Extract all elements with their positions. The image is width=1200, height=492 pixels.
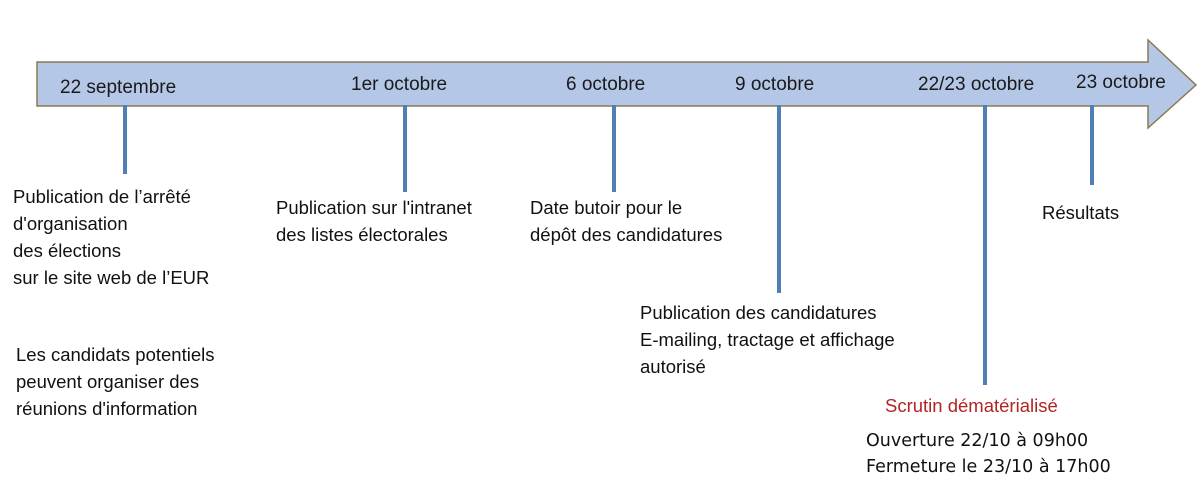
tick-22-septembre [123,105,127,174]
event-line: des listes électorales [276,224,448,245]
tick-6-octobre [612,105,616,192]
event-6-octobre [530,194,722,248]
event-line: sur le site web de l’EUR [13,267,210,288]
event-line: dépôt des candidatures [530,224,723,245]
date-1er-octobre: 1er octobre [351,74,448,95]
event-line: Date butoir pour le [530,197,683,218]
event-line: Fermeture le 23/10 à 17h00 [866,457,1111,477]
event-line: Publication de l’arrêté [13,186,191,207]
event-line: Résultats [1042,202,1120,223]
event-9-octobre [640,299,895,380]
date-22-septembre: 22 septembre [60,77,177,98]
event-line: réunions d'information [16,398,198,419]
event-22-23-octobre [866,428,1111,480]
event-line: autorisé [640,356,706,377]
event-22-septembre-note [16,341,215,422]
event-line: des élections [13,240,121,261]
event-1er-octobre [276,194,472,248]
event-line: Publication sur l'intranet [276,197,472,218]
tick-9-octobre [777,105,781,293]
event-line: Ouverture 22/10 à 09h00 [866,431,1089,451]
event-23-octobre [1042,199,1119,226]
tick-23-octobre [1090,105,1094,185]
event-22-23-octobre-title: Scrutin dématérialisé [885,395,1058,416]
date-6-octobre: 6 octobre [566,74,646,95]
event-22-septembre [13,183,209,291]
date-9-octobre: 9 octobre [735,74,815,95]
event-line: E-mailing, tractage et affichage [640,329,895,350]
event-line: d'organisation [13,213,128,234]
date-22-23-octobre: 22/23 octobre [918,74,1035,95]
tick-22-23-octobre [983,105,987,385]
event-line: Publication des candidatures [640,302,877,323]
timeline-arrow [0,0,1200,140]
date-23-octobre: 23 octobre [1076,72,1166,93]
event-line: Les candidats potentiels [16,344,215,365]
tick-1er-octobre [403,105,407,192]
event-line: peuvent organiser des [16,371,200,392]
